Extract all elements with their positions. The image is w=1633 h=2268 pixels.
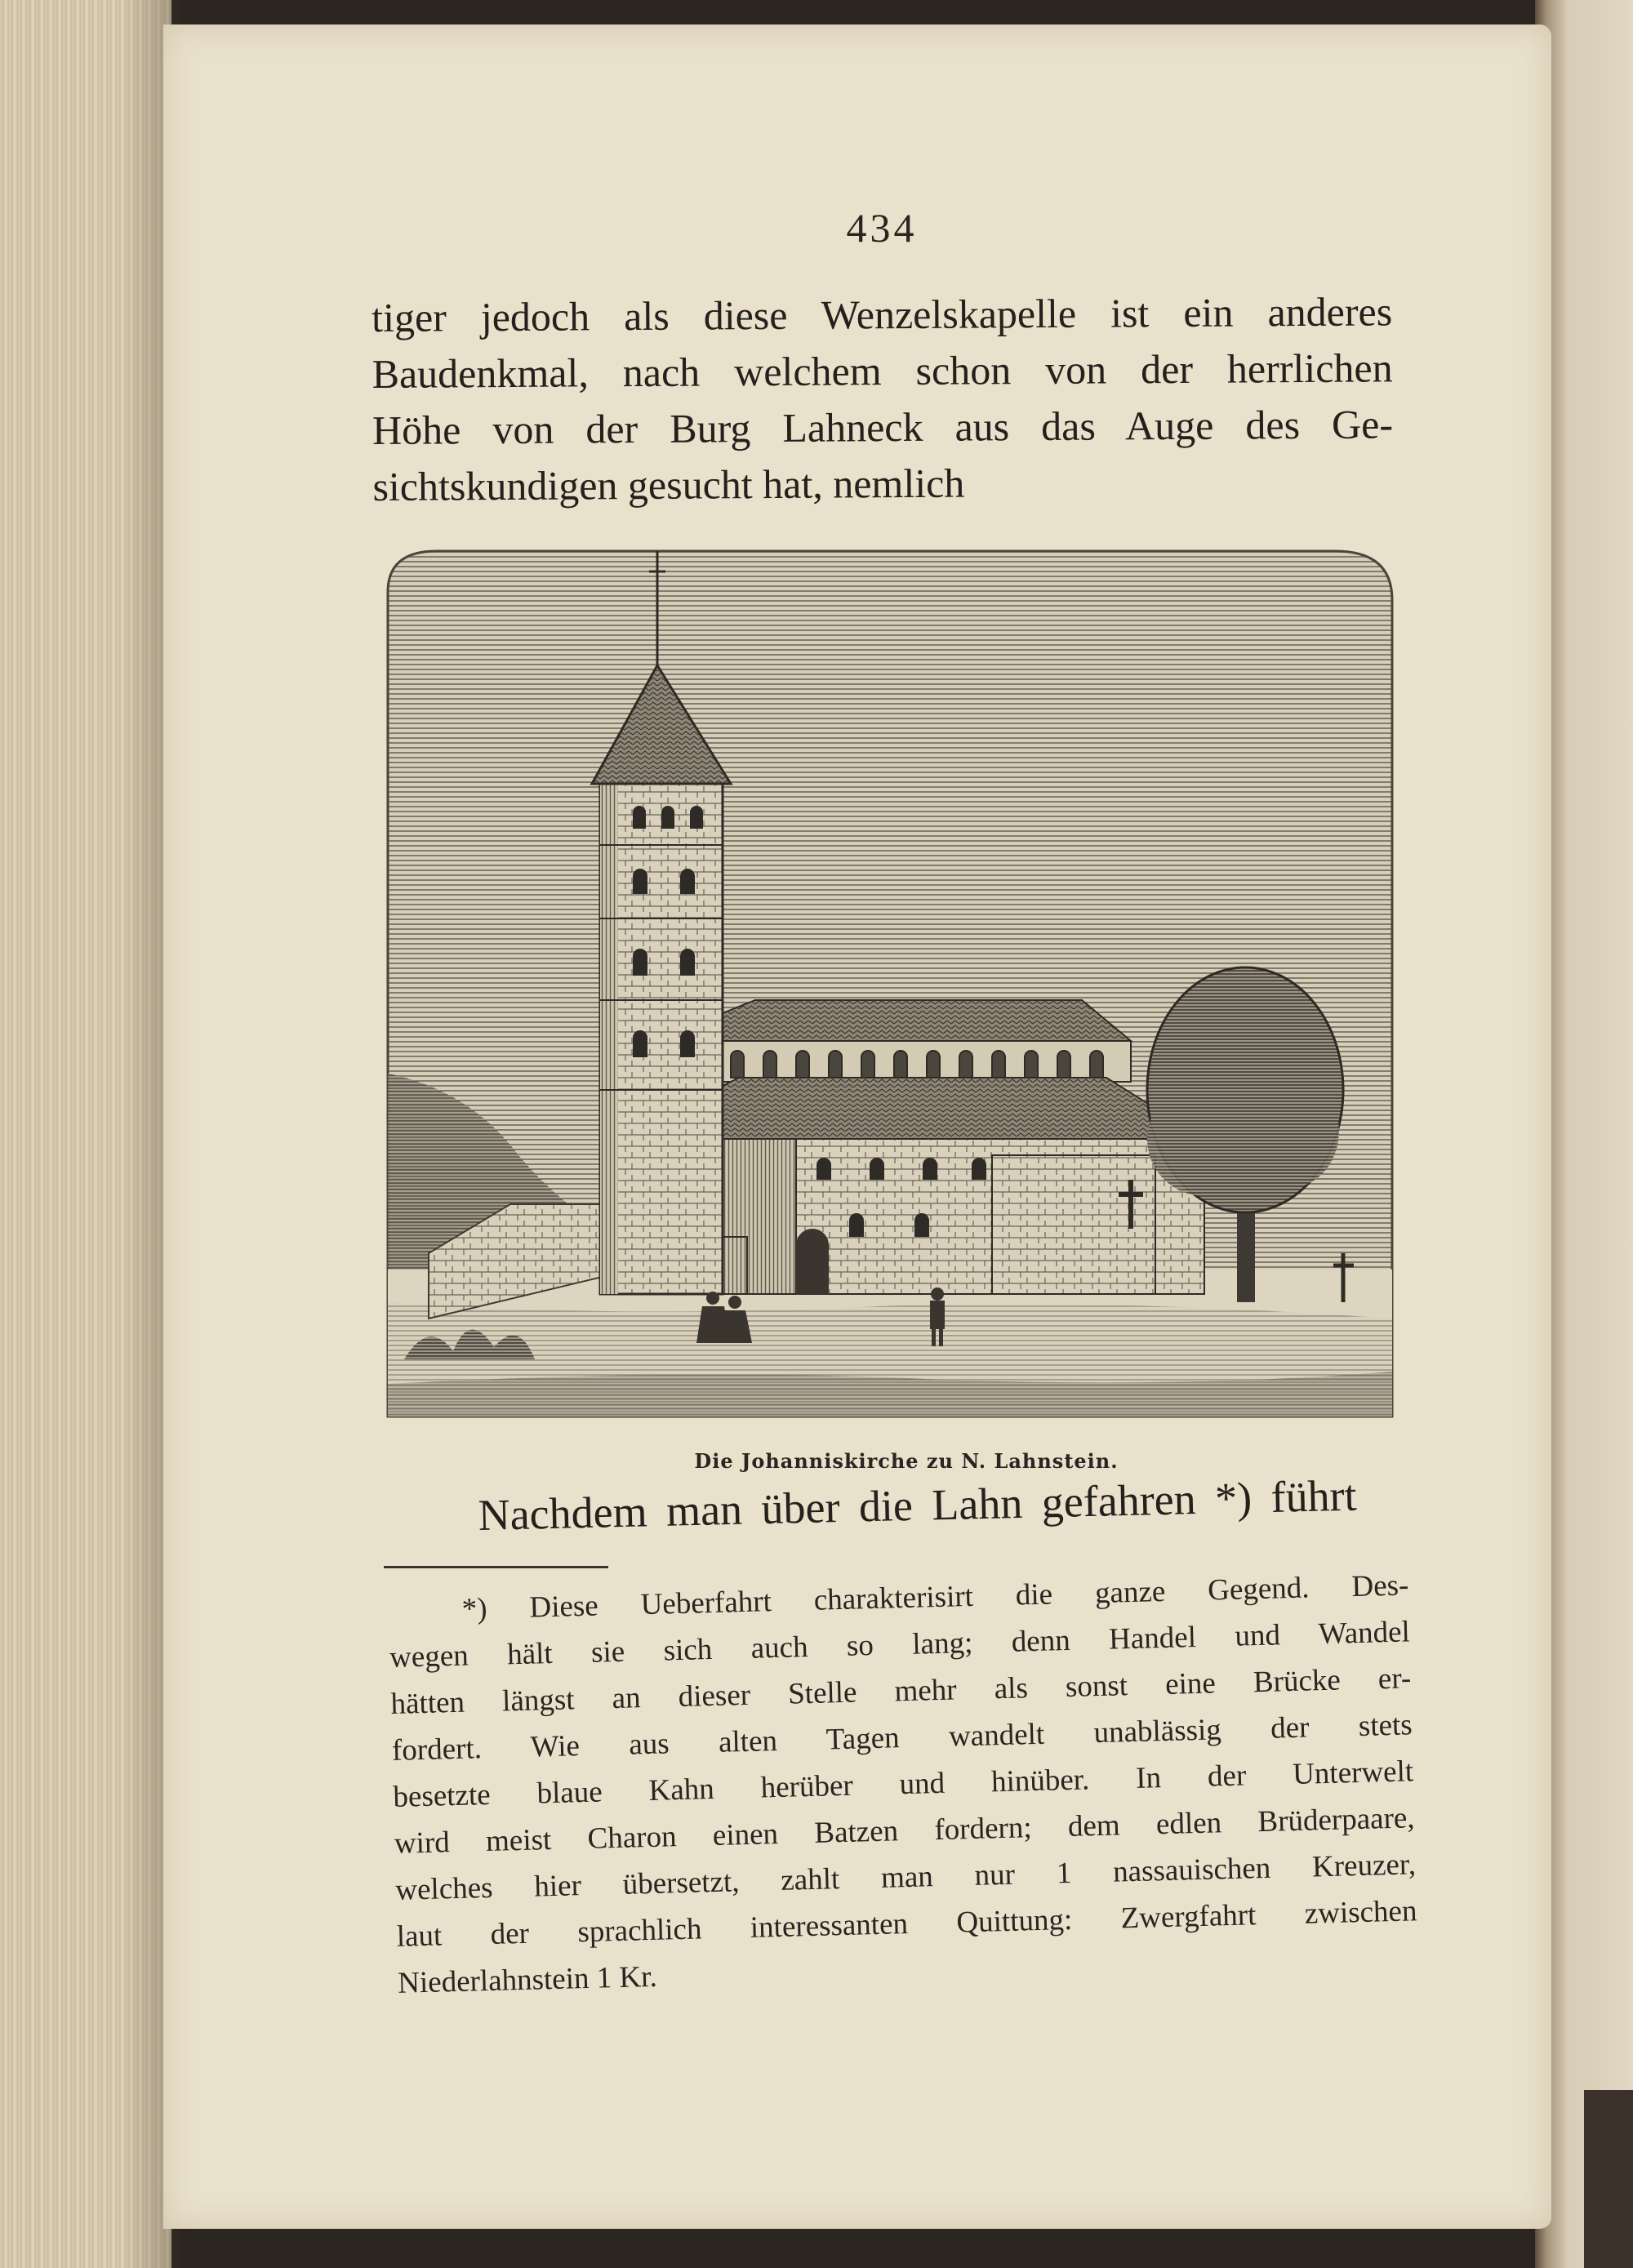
footnote-line: fordert. Wie aus alten Tagen wandelt unablässig der stets — [391, 1708, 1413, 1768]
footnote-line: laut der sprachlich interessanten Quittung: Zwergfahrt zwischen — [396, 1894, 1417, 1954]
church-tower — [600, 780, 723, 1294]
illustration-caption: Die Johanniskirche zu N. Lahnstein. — [694, 1449, 1119, 1473]
body-line: tiger jedoch als diese Wenzelskapelle ist ein anderes — [372, 288, 1393, 340]
church-roof-upper — [714, 1000, 1131, 1041]
footnote-line: welches hier übersetzt, zahlt man nur 1 nassauischen Kreuzer, — [394, 1848, 1417, 1907]
book-cover-edge — [1584, 2090, 1633, 2268]
footnote-separator — [384, 1566, 608, 1568]
footnote-line: wegen hält sie sich auch so lang; denn Handel und Wandel — [389, 1615, 1411, 1674]
church-door — [796, 1229, 829, 1294]
page-number: 434 — [846, 205, 918, 251]
body-line: Höhe von der Burg Lahneck aus das Auge des Ge- — [372, 401, 1394, 453]
footnote-line: Niederlahnstein 1 Kr. — [397, 1959, 658, 2000]
footnote-line: hätten längst an dieser Stelle mehr als sonst eine Brücke er- — [390, 1661, 1412, 1721]
footnote-line: *) Diese Ueberfahrt charakterisirt die ganze Gegend. Des- — [461, 1568, 1409, 1626]
footnote-line: wird meist Charon einen Batzen fordern; dem edlen Brüderpaare, — [394, 1801, 1416, 1861]
footnote — [388, 1562, 1419, 2006]
body-line: sichtskundigen gesucht hat, nemlich — [372, 460, 965, 509]
footnote-line: besetzte blaue Kahn herüber und hinüber. In der Unterwelt — [392, 1754, 1414, 1814]
continuation-line: Nachdem man über die Lahn gefahren *) führt — [478, 1470, 1358, 1540]
engraving-illustration — [372, 535, 1400, 1449]
body-line: Baudenkmal, nach welchem schon von der herrlichen — [372, 345, 1393, 397]
body-paragraph — [372, 283, 1394, 515]
